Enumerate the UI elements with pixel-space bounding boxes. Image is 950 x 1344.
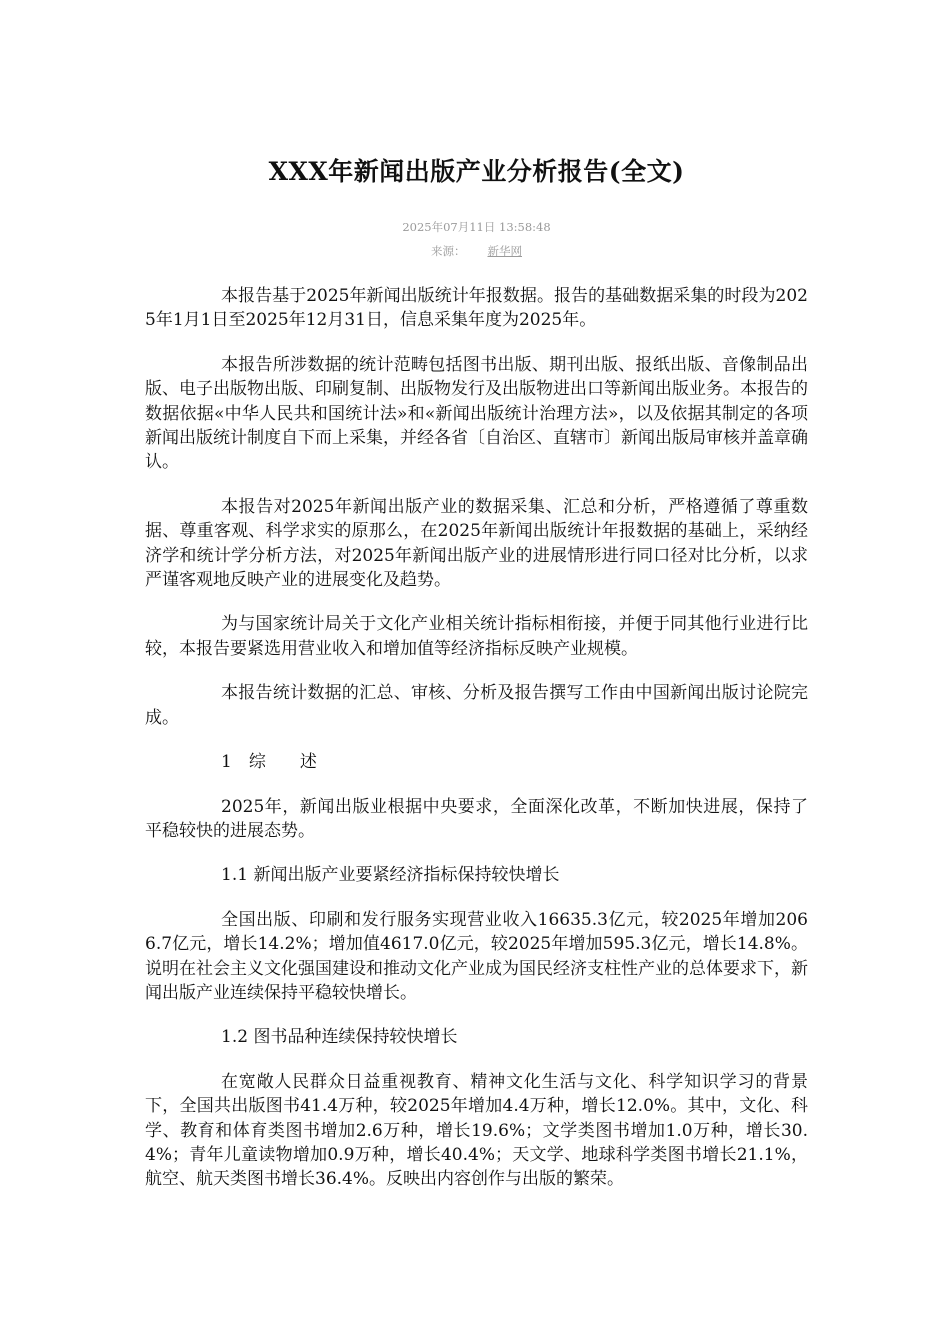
article-body xyxy=(145,284,808,1212)
source-link[interactable]: 新华网 xyxy=(487,244,522,258)
paragraph-book-titles: 在宽敞人民群众日益重视教育、精神文化生活与文化、科学知识学习的背景下，全国共出版图书41.4万种，较2025年增加4.4万种，增长12.0%。其中，文化、科学、教育和体育类图书增加2.6万种，增长19.6%；文学类图书增加1.0万种，增长30.4%；青年儿童读物增加0.9万种，增长40.4%；天文学、地球科学类图书增长21.1%，航空、航天类图书增长36.4%。反映出内容创作与出版的繁荣。 xyxy=(145,1071,808,1190)
section-heading-1-2: 1.2 图书品种连续保持较快增长 xyxy=(221,1027,458,1048)
paragraph-economic-indicators: 全国出版、印刷和发行服务实现营业收入16635.3亿元，较2025年增加2066.7亿元，增长14.2%；增加值4617.0亿元，较2025年增加595.3亿元，增长14.8%。说明在社会主义文化强国建设和推动文化产业成为国民经济支柱性产业的总体要求下，新闻出版产业连续保持平稳较快增长。 xyxy=(145,909,808,1003)
paragraph-statistical-scope: 本报告所涉数据的统计范畴包括图书出版、期刊出版、报纸出版、音像制品出版、电子出版物出版、印刷复制、出版物发行及出版物进出口等新闻出版业务。本报告的数据依据«中华人民共和国统计法»和«新闻出版统计治理方法»，以及依据其制定的各项新闻出版统计制度自下而上采集，并经各省〔自治区、直辖市〕新闻出版局审核并盖章确认。 xyxy=(145,354,808,473)
publish-datetime: 2025年07月11日 13:58:48 xyxy=(402,220,551,234)
source-label: 来源： xyxy=(431,244,466,258)
section-heading-1-1: 1.1 新闻出版产业要紧经济指标保持较快增长 xyxy=(221,865,560,886)
paragraph-analysis-method: 本报告对2025年新闻出版产业的数据采集、汇总和分析，严格遵循了尊重数据、尊重客观、科学求实的原那么，在2025年新闻出版统计年报数据的基础上，采纳经济学和统计学分析方法，对2025年新闻出版产业的进展情形进行同口径对比分析，以求严谨客观地反映产业的进展变化及趋势。 xyxy=(145,496,808,591)
paragraph-authorship: 本报告统计数据的汇总、审核、分析及报告撰写工作由中国新闻出版讨论院完成。 xyxy=(145,683,808,728)
document-title: XXX年新闻出版产业分析报告(全文) xyxy=(268,157,685,186)
section-heading-overview: 1 综 述 xyxy=(221,752,317,773)
paragraph-intro-data-period: 本报告基于2025年新闻出版统计年报数据。报告的基础数据采集的时段为2025年1月1日至2025年12月31日，信息采集年度为2025年。 xyxy=(145,286,808,331)
paragraph-indicators: 为与国家统计局关于文化产业相关统计指标相衔接，并便于同其他行业进行比较，本报告要紧选用营业收入和增加值等经济指标反映产业规模。 xyxy=(145,614,808,659)
source-line xyxy=(145,242,808,260)
paragraph-overview: 2025年，新闻出版业根据中央要求，全面深化改革，不断加快进展，保持了平稳较快的进展态势。 xyxy=(145,796,808,841)
